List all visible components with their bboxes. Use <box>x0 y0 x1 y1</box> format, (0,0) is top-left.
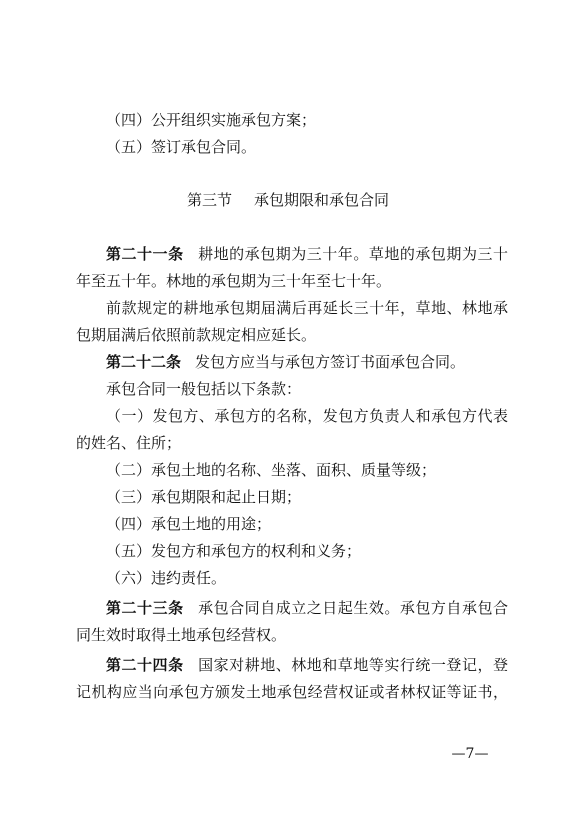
paragraph-extension-line-2 <box>76 325 508 345</box>
contract-clause-one-line-1 <box>106 406 508 426</box>
article-21-label: 第二十一条 <box>106 245 184 263</box>
article-23-label: 第二十三条 <box>106 599 184 617</box>
clause-text: （五）签订承包合同。 <box>106 138 257 156</box>
article-22-label: 第二十二条 <box>106 353 182 371</box>
clause-text: （一）发包方、承包方的名称，发包方负责人和承包方代表 <box>106 407 508 425</box>
contract-clause-one-line-2 <box>76 433 508 453</box>
article-23-line-2 <box>76 625 508 645</box>
article-24-text: 国家对耕地、林地和草地等实行统一登记，登 <box>197 656 508 674</box>
paragraph-text: 前款规定的耕地承包期届满后再延长三十年，草地、林地承 <box>106 299 508 317</box>
article-21-line-2 <box>76 271 508 291</box>
article-21-text: 年至五十年。林地的承包期为三十年至七十年。 <box>76 272 392 290</box>
clause-text: （四）公开组织实施承包方案； <box>106 111 317 129</box>
section-number: 第三节 <box>186 191 232 209</box>
clause-text: （三）承包期限和起止日期； <box>106 488 302 506</box>
article-23-text: 承包合同自成立之日起生效。承包方自承包合 <box>197 599 508 617</box>
article-22-text: 发包方应当与承包方签订书面承包合同。 <box>195 353 466 371</box>
clause-text: （二）承包土地的名称、坐落、面积、质量等级； <box>106 461 437 479</box>
contract-clause-six <box>106 568 508 588</box>
article-21-line-1 <box>106 244 508 264</box>
contract-clause-four <box>106 514 508 534</box>
clause-text: 的姓名、住所； <box>76 434 182 452</box>
clause-five-sign <box>106 137 508 157</box>
clause-text: （五）发包方和承包方的权利和义务； <box>106 542 362 560</box>
article-24-text: 记机构应当向承包方颁发土地承包经营权证或者林权证等证书， <box>76 683 508 701</box>
clause-text: （四）承包土地的用途； <box>106 515 272 533</box>
article-24-line-1 <box>106 655 508 675</box>
paragraph-extension-line-1 <box>106 298 508 318</box>
article-24-line-2 <box>76 682 508 702</box>
article-23-text: 同生效时取得土地承包经营权。 <box>76 626 287 644</box>
clause-four-organize <box>106 110 508 130</box>
contract-clauses-intro <box>106 379 508 399</box>
article-21-text: 耕地的承包期为三十年。草地的承包期为三十 <box>197 245 508 263</box>
article-22-line-1 <box>106 352 508 372</box>
paragraph-text: 承包合同一般包括以下条款： <box>106 380 302 398</box>
contract-clause-two <box>106 460 508 480</box>
section-title-text: 承包期限和承包合同 <box>254 191 390 209</box>
clause-text: （六）违约责任。 <box>106 569 227 587</box>
article-24-label: 第二十四条 <box>106 656 184 674</box>
section-heading <box>0 190 576 210</box>
contract-clause-three <box>106 487 508 507</box>
page-number: —7— <box>451 746 489 762</box>
contract-clause-five <box>106 541 508 561</box>
article-23-line-1 <box>106 598 508 618</box>
paragraph-text: 包期届满后依照前款规定相应延长。 <box>76 326 317 344</box>
